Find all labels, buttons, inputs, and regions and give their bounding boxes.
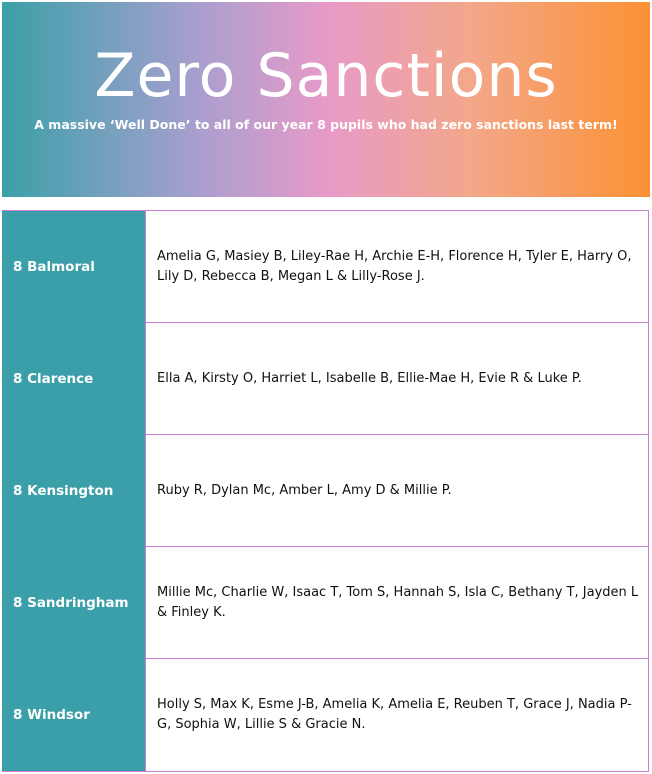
form-name: 8 Balmoral [2, 211, 145, 323]
pupil-names-text: Holly S, Max K, Esme J-B, Amelia K, Amelia E, Reuben T, Grace J, Nadia P-G, Sophia W, Lillie S & Gracie N. [157, 697, 632, 732]
form-name: 8 Kensington [2, 435, 145, 547]
pupil-names [145, 211, 649, 323]
form-row-windsor [2, 659, 649, 771]
form-roster-table [2, 210, 649, 772]
pupil-names-text: Millie Mc, Charlie W, Isaac T, Tom S, Hannah S, Isla C, Bethany T, Jayden L & Finley K. [157, 584, 639, 620]
pupil-names [145, 547, 649, 659]
pupil-names [145, 323, 649, 435]
banner-title: Zero Sanctions [94, 41, 558, 111]
form-name: 8 Clarence [2, 323, 145, 435]
zero-sanctions-banner [2, 2, 650, 197]
pupil-names-text: Ella A, Kirsty O, Harriet L, Isabelle B, Ellie-Mae H, Evie R & Luke P. [157, 370, 582, 386]
pupil-names-text: Amelia G, Masiey B, Liley-Rae H, Archie E-H, Florence H, Tyler E, Harry O, Lily D, Rebecca B, Megan L & Lilly-Rose J. [157, 248, 632, 284]
pupil-names [145, 435, 649, 547]
form-name: 8 Windsor [2, 659, 145, 771]
form-row-clarence [2, 323, 649, 435]
form-row-sandringham [2, 547, 649, 659]
form-row-balmoral [2, 211, 649, 323]
pupil-names [145, 659, 649, 771]
pupil-names-text: Ruby R, Dylan Mc, Amber L, Amy D & Millie P. [157, 482, 452, 498]
form-name: 8 Sandringham [2, 547, 145, 659]
form-row-kensington [2, 435, 649, 547]
banner-subtitle: A massive ‘Well Done’ to all of our year 8 pupils who had zero sanctions last term! [34, 117, 618, 132]
